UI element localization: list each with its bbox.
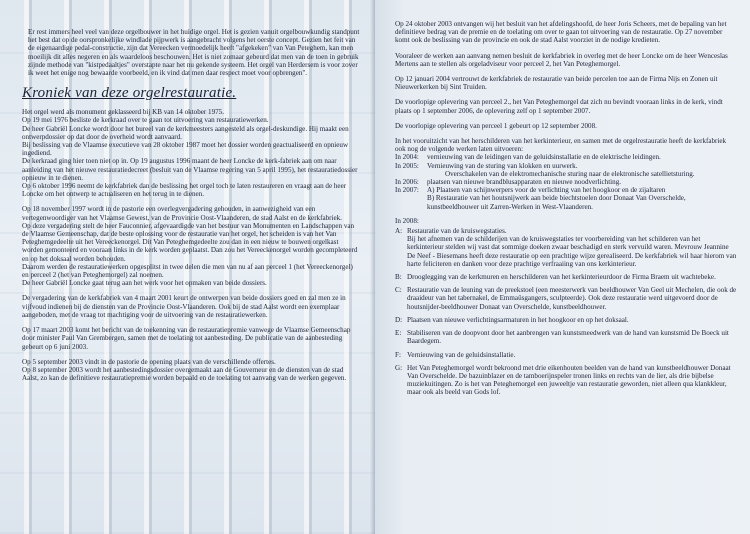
year-text: vernieuwing van de leidingen van de geluidsinstallatie en de elektrische leidingen. (427, 153, 661, 162)
chronicle-paragraph-5: Op 5 september 2003 vindt in de pastorie de opening plaats van de verschillende offertes. Op 8 september 2003 wordt het aanbestedingsdossier overgemaakt aan de Gouverneur en de diensten van de stad Aalst, zo kan de definitieve restauratiepremie worden bepaald en de toelating tot aanvang van de werken gegeven. (22, 357, 347, 383)
year-text-continued: Overschakelen van de elektromechanische sturing naar de elektronische satellietsturing. (445, 169, 695, 178)
right-paragraph-2: Vooraleer de werken aan aanvang nemen besluit de kerkfabriek in overleg met de heer Loncke om de heer Wenceslas Mertens aan te stellen als orgeladviseur voor perceel 2, het Van Peteghemorgel. (395, 51, 728, 68)
item-text: Het Van Peteghemorgel wordt bekroond met drie eikenhouten beelden van de hand van kunstbeeldhouwer Donaat Van Overschelde. De bazuinblazer en de tamboerijnspeler tronen links en rechts van de lier, als drie bijbelse muziekuitingen. Zo is het van Peteghemorgel een juweeltje van restauratie geworden, niet alleen qua klankkleur, maar ook als beeld van Gods lof. (407, 363, 731, 397)
list-item (395, 351, 738, 359)
chronicle-paragraph-4: Op 17 maart 2003 komt het bericht van de toekenning van de restauratiepremie vanwege de Vlaamse Gemeenschap door minister Paul Van Grembergen, samen met de toelating tot aanbesteding. De publicatie van de aanbesteding gebeurt op 6 juni 2003. (22, 326, 351, 351)
item-text: Drooglegging van de kerkmuren en herschilderen van het kerkinterieurdoor de Firma Braem uit wachtebeke. (407, 273, 716, 282)
list-item (395, 273, 738, 281)
year-text: Vernieuwing van de sturing van klokken en uurwerk. (427, 161, 578, 170)
chronicle-paragraph-1: Het orgel werd als monument geklasseerd bij KB van 14 oktober 1975. Op 19 mei 1976 besliste de kerkraad over te gaan tot uitvoering van restauratiewerken. De heer Gabriël Loncke wordt door het bureel van de kerkmeesters aangesteld als orgel-deskundige. Hij maakt een ontwerpdossier op dat door de overheid wordt aanvaard. Bij beslissing van de Vlaamse executieve van 28 oktober 1987 moet het dossier worden geactualiseerd en opnieuw ingediend. De kerkraad ging hier toen niet op in. Op 19 augustus 1996 maant de heer Loncke de kerk-fabriek aan om naar aanleiding van het nieuwe restauratiedecreet (besluit van de Vlaamse regering van 5 april 1995), het restauratiedossier opnieuw in te dienen. Op 6 oktober 1996 neemt de kerkfabriek dan de beslissing het orgel toch te laten restaureren en vraagt aan de heer Loncke om het ontwerp te actualiseren en het terug in te dienen. (22, 108, 358, 199)
item-text: Restauratie van de leuning van de preekstoel (een meesterwerk van beeldhouwer Van Geel uit Mechelen, die ook de draaideur van het tabernakel, de Emmaüsgangers, sculpteerde). Ook deze restauratie werd uitgevoerd door de houtsnijder-beeldhouwer Donaat van Overschelde, kunstbeeldhouwer. (407, 286, 737, 311)
right-paragraph-4: De voorlopige oplevering van perceel 2., het Van Peteghemorgel dat zich nu bevindt vooraan links in de kerk, vindt plaats op 1 september 2006, de oplevering zelf op 1 september 2007. (395, 98, 723, 115)
year-row-2006 (395, 178, 738, 186)
item-letter: E: (395, 329, 402, 338)
year-label: In 2005: (395, 161, 419, 170)
list-item (395, 316, 738, 324)
item-letter: C: (395, 286, 402, 295)
year-text: A) Plaatsen van schijnwerpers voor de verlichting van het hoogkoor en de zijaltaren (427, 186, 666, 195)
year-label: In 2004: (395, 153, 419, 162)
item-text: Vernieuwing van de geluidsinstallatie. (407, 350, 516, 359)
item-text: Plaatsen van nieuwe verlichtingsarmaturen in het hoogkoor en op het doksaal. (407, 315, 629, 324)
year-row-2004 (395, 153, 738, 161)
right-paragraph-5: De voorlopige oplevering van perceel 1 gebeurt op 12 september 2008. (395, 121, 597, 130)
item-letter: F: (395, 350, 401, 359)
chronicle-paragraph-3: De vergadering van de kerkfabriek van 4 maart 2001 keurt de ontwerpen van beide dossiers goed en zal men ze in vijfvoud indienen bij de diensten van de Provincie Oost-Vlaanderen. Ook bij de stad Aalst wordt een exemplaar aangeboden, met de vraag tot machtiging voor de uitvoering van de restauratiewerken. (22, 294, 346, 319)
item-letter: D: (395, 315, 403, 324)
year-label: In 2006: (395, 178, 419, 187)
right-paragraph-3: Op 12 januari 2004 vertrouwt de kerkfabriek de restauratie van beide percelen toe aan de Firma Nijs en Zonen uit Nieuwerkerken bij Sint Truiden. (395, 75, 718, 92)
year-text-continued: B) Restauratie van het houtsnijwerk aan beide biechtstoelen door Donaat Van Overschelde, kunstbeeldhouwer uit Zarren-Werken in West-Vlaanderen. (427, 194, 686, 211)
list-item (395, 286, 738, 311)
right-paragraph-1: Op 24 oktober 2003 ontvangen wij het besluit van het afdelingshoofd, de heer Joris Scheers, met de bepaling van het definitieve bedrag van de premie en de toelating om over te gaan tot uitvoering van de restauratie. Op 27 november komt ook de beslissing van de provincie en ook de stad Aalst voorziet in de nodige kredieten. (395, 20, 727, 45)
item-text: Restauratie van de kruiswegstaties. Bij het afnemen van de schilderijen van de kruiswegstaties ter voorbereiding van het schilderen van het kerkinterieur stelden wij vast dat sommige doeken zwaar beschadigd en sterk vervuild waren. Mevrouw Jeannine De Neef - Biesemans heeft deze restauratie op een prachtige wijze gerealiseerd. De kerkfabriek wil haar hierom van harte feliciteren en danken voor deze prachtige verfraaiing van ons kerkinterieur. (407, 227, 737, 268)
right-page (375, 0, 750, 534)
item-letter: G: (395, 363, 403, 372)
chronicle-heading: Kroniek van deze orgelrestauratie. (22, 85, 237, 102)
list-item (395, 227, 738, 268)
intro-paragraph: Er rest immers heel veel van deze orgelbouwer in het huidige orgel. Het is gezien vanuit orgelbouwkundig standpunt het best dat op de oorspronkelijke windlade pijpwerk is aangebracht volgens het oerste concept. Gezien het feit van de eigenaardige pedal-constructie, zijn dat Vereecken vermoedelijk heeft "afgekeken" van Van Peteghem, kan men moeilijk dit alles negeren en als waardeloos beschouwen. Het is niet zomaar gebeurd dat men van de toen in gebruik zijnde methode van "kistpedaaltjes" overstapte naar het nu gekende systeem. Het orgel van Herdersem is voor zover ik weet het enige nog bewaarde voorbeeld, en ik vind dat men daar respect moet voor opbrengen". (28, 28, 360, 78)
list-item (395, 329, 738, 345)
year-row-2007 (395, 186, 738, 194)
item-text: Stabiliseren van de doopvont door het aanbrengen van kunstsmeedwerk van de hand van kunstsmid De Boeck uit Baardegem. (407, 329, 729, 346)
year-2008-label: In 2008: (395, 216, 419, 225)
item-letter: B: (395, 273, 402, 282)
chronicle-paragraph-2: Op 18 november 1997 wordt in de pastorie een overlegvergadering gehouden, in aanwezigheid van een vertegenwoordiger van het Vlaamse Gewest, van de Provincie Oost-Vlaanderen, de stad Aalst en de kerkfabriek. Op deze vergadering stelt de heer Fauconnier, afgevaardigde van het bestuur van Monumenten en Landschappen van de Vlaamse Gemeenschap, dat de beste oplossing voor de restauratie van het orgel, het scheiden is van het Van Peteghemgedeelte uit het Vereeckenorgel. Dit Van Peteghemgedeelte zou dan in een nieuw te bouwen orgelkast worden gemonteerd en vooraan links in de kerk worden geplaatst. Dan zou het Vereeckenorgel worden gecompleteerd en op het doksaal worden behouden. Daarom werden de restauratiewerken opgesplitst in twee delen die men van nu af aan perceel 1 (het Vereeckenorgel) en perceel 2 (het van Peteghemorgel) zal noemen. De heer Gabriël Loncke gaat terug aan het werk voor het opmaken van beide dossiers. (22, 205, 358, 288)
year-label: In 2007: (395, 186, 419, 195)
item-letter: A: (395, 227, 403, 236)
year-text: plaatsen van nieuwe brandblusapparaten en nieuwe noodverlichting. (427, 178, 622, 187)
right-paragraph-6: In het vooruitzicht van het herschilderen van het kerkinterieur, en samen met de orgelrestauratie heeft de kerkfabriek ook nog de volgende werken laten uitvoeren: (395, 137, 727, 154)
year-row-2005 (395, 162, 738, 170)
list-item (395, 364, 738, 397)
